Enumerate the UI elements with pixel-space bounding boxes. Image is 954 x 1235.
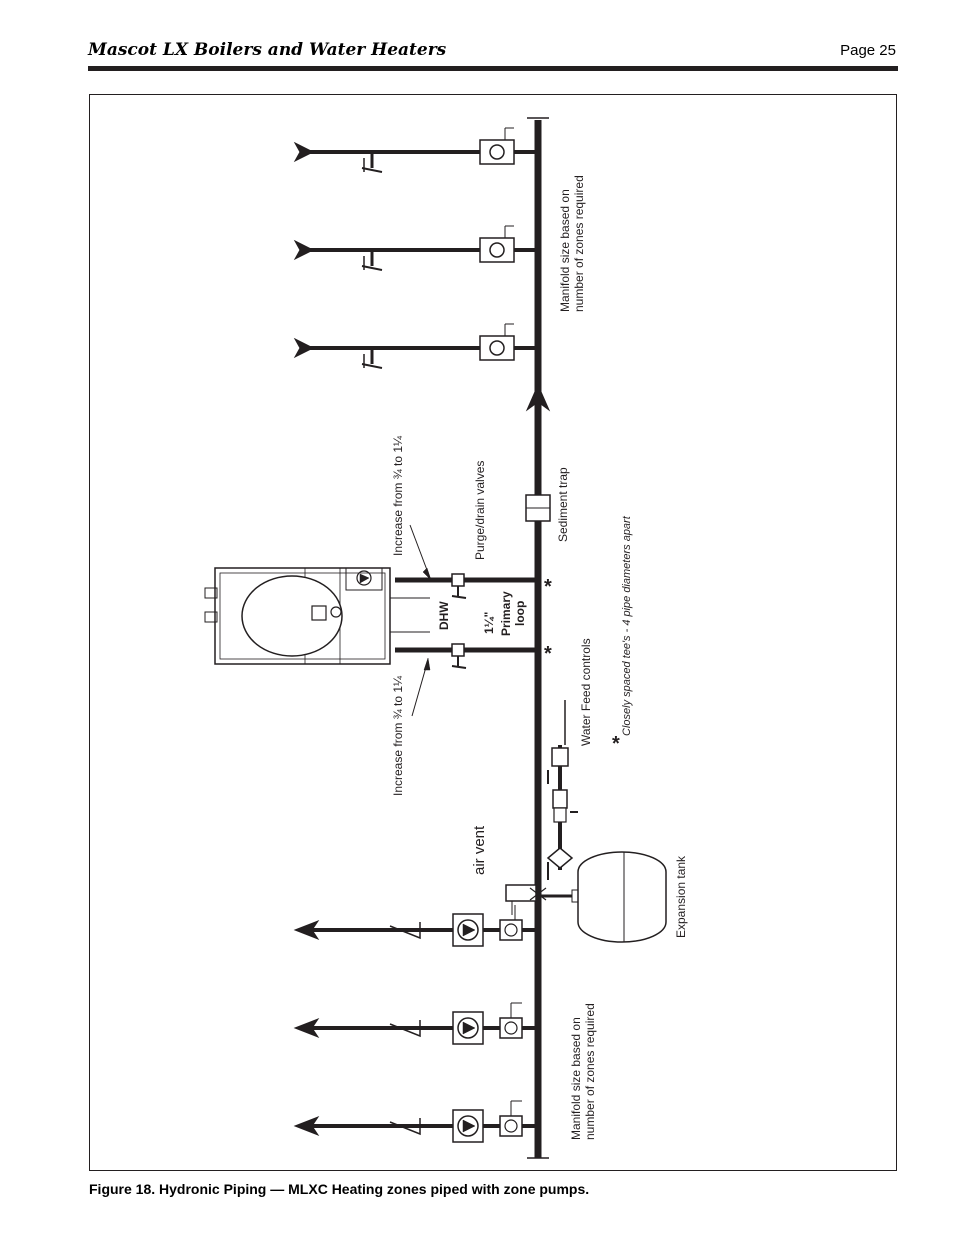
air-separator	[506, 885, 580, 915]
return-zone-2	[295, 1003, 535, 1044]
primary-loop-label-2: loop	[513, 600, 527, 626]
return-zone-1	[295, 905, 535, 946]
asterisk-tee-bottom: *	[544, 643, 552, 665]
supply-zone-2	[295, 226, 535, 270]
manifold-bottom-label-2: number of zones required	[583, 1003, 597, 1140]
supply-arrow-icon	[295, 339, 313, 357]
expansion-tank-icon	[578, 852, 666, 942]
purge-drain-label: Purge/drain valves	[473, 460, 487, 560]
manifold-top-label-2: number of zones required	[572, 175, 586, 312]
manifold-bottom-label-1: Manifold size based on	[569, 1017, 583, 1140]
water-feed-label: Water Feed controls	[579, 638, 593, 746]
supply-arrow-icon	[295, 143, 313, 161]
page-number: Page 25	[840, 42, 896, 59]
supply-arrow-icon	[295, 241, 313, 259]
purge-valve-icon	[452, 644, 464, 656]
header-title: Mascot LX Boilers and Water Heaters	[88, 40, 447, 60]
increase-bottom-label: Increase from ¾ to 1¼	[391, 675, 405, 796]
boiler-front-panel	[242, 576, 342, 656]
dhw-label: DHW	[437, 601, 451, 630]
manifold-top-label-1: Manifold size based on	[558, 189, 572, 312]
air-vent-label: air vent	[471, 825, 488, 875]
primary-loop-label-1: Primary	[499, 591, 513, 636]
increase-top-label: Increase from ¾ to 1¼	[391, 435, 405, 556]
closely-spaced-note: Closely spaced tee's - 4 pipe diameters apart	[621, 516, 633, 736]
expansion-tank-label: Expansion tank	[674, 855, 688, 938]
sediment-trap-label: Sediment trap	[556, 467, 570, 542]
supply-zone-3	[295, 324, 535, 368]
figure-caption: Figure 18. Hydronic Piping — MLXC Heating zones piped with zone pumps.	[89, 1181, 590, 1197]
asterisk-note: *	[612, 733, 620, 755]
water-feed-controls	[548, 700, 578, 880]
supply-zone-1	[295, 128, 535, 172]
asterisk-tee-top: *	[544, 576, 552, 598]
purge-valve-icon	[452, 574, 464, 586]
return-zone-3	[295, 1101, 535, 1142]
primary-size-label: 1¼"	[482, 611, 496, 634]
